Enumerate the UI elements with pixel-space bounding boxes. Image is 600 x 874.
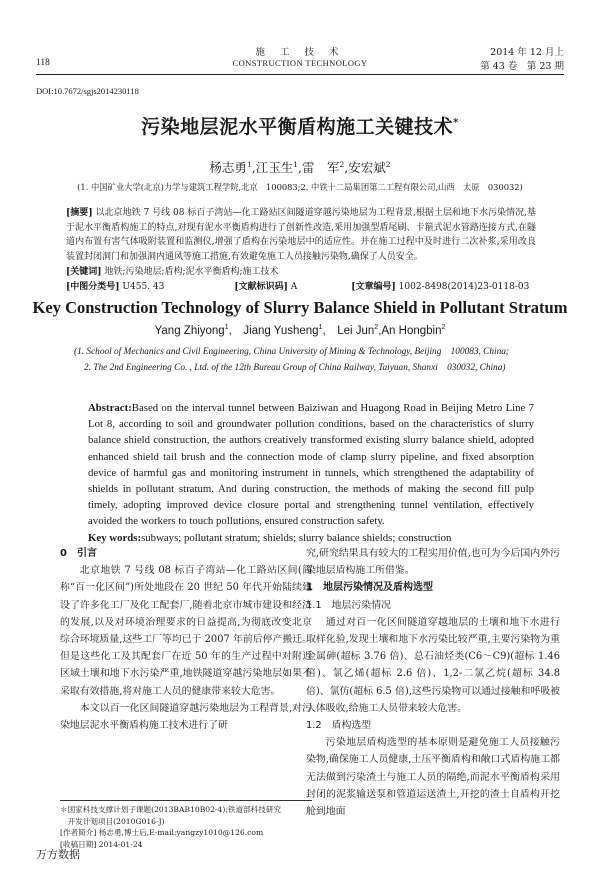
keywords-en	[88, 530, 534, 546]
author-sup: 1	[246, 159, 252, 169]
body-column-left	[60, 545, 312, 734]
section-heading: 1 地层污染情况及盾构选型	[306, 582, 433, 594]
author-cn: 江玉生	[255, 160, 294, 175]
body-column-right	[306, 545, 560, 820]
article-no-label: [文章编号]	[351, 281, 396, 292]
body-paragraph: 污染地层盾构选型的基本原则是避免施工人员接触污染物,确保施工人员健康,土压平衡盾构和敞口式盾构施工都无法做到污染渣土与施工人员的隔绝,而泥水平衡盾构采用封闭的泥浆输送泵和管道运送渣土,开挖的渣土自盾构开挖舱到地面	[306, 737, 560, 818]
footnote-line: ＊国家科技支撑计划子课题(2013BAB10B02-4);铁道部科技研究	[60, 805, 282, 814]
class-value: U455. 43	[122, 281, 165, 292]
author-en: An Hongbin	[381, 325, 442, 337]
keywords-en-label: Key words:	[88, 531, 142, 544]
title-cn	[0, 112, 600, 139]
affiliation-en-line: 2. The 2nd Engineering Co. , Ltd. of the 12th Bureau Group of China Railway, Taiyuan, Shanxi 030032, China)	[84, 362, 506, 373]
page-number: 118	[36, 58, 50, 68]
author-en: Lei Jun	[337, 325, 375, 337]
doc-code-value: A	[290, 281, 298, 292]
author-en: Yang Zhiyong	[154, 325, 225, 337]
keywords-cn-label: [关键词]	[66, 267, 102, 278]
author-sup: 1	[293, 159, 298, 169]
footnote-line: 开发计划项目(2010G016-J)	[60, 816, 165, 826]
abstract-en	[88, 400, 534, 546]
watermark-brand: 万方数据	[36, 848, 80, 861]
authors-en: Yang Zhiyong$^1$, Jiang Yusheng$^1$, Lei Jun$^2$,An Hongbin$^2$	[154, 324, 446, 337]
section-heading: 0 引言	[60, 548, 97, 559]
author-cn: 雷 军	[301, 160, 340, 175]
title-footnote-mark: *	[453, 117, 459, 129]
author-sup: 2	[374, 324, 379, 332]
author-en: Jiang Yusheng	[243, 325, 319, 337]
journal-title-en: CONSTRUCTION TECHNOLOGY	[232, 58, 368, 68]
keywords-cn	[66, 265, 536, 280]
article-no-value: 1002-8498(2014)23-0118-03	[398, 281, 530, 292]
volume-issue: 第 43 卷 第 23 期	[480, 61, 564, 72]
abstract-cn-text: 以北京地铁 7 号线 08 标百子湾站—化工路站区间隧道穿越污染地层为工程背景,根据土层和地下水污染情况,基于泥水平衡盾构施工的特点,对现有泥水平衡盾构进行了创新性改造,采用加强型盾尾刷、卡箍式泥水管路连接方式,在隧道内布置有害气体吸附装置和监测仪,增强了盾构在污染地层中的适应性。并在施工过程中及时进行二次补浆,采用改良装置封闭洞门和加强洞内通风等施工措施,有效避免施工人员接触污染物,确保了人员安全。	[66, 208, 536, 262]
body-paragraph: 北京地铁 7 号线 08 标百子湾站—化工路站区间(简称“百一化区间”)所处地段在 20 世纪 50 年代开始陆续建设了许多化工厂及化工配套厂,随着北京市城市建设和经济的发展,以及对环境治理要求的日益提高,为彻底改变北京综合环境质量,这些工厂等均已于 2007 年前后停产搬迁。但是这些化工及其配套厂在近 50 年的生产过程中对附近区域土壤和地下水污染严重,地铁隧道穿越污染地层如果不采取有效措施,将对施工人员的健康带来较大危害。	[60, 565, 312, 697]
abstract-en-text: Based on the interval tunnel between Baiziwan and Huagong Road in Beijing Metro Line 7 Lot 8, according to soil and groundwater pollution conditions, based on the characteristics of slurry balance shield construction, the authors creatively transformed existing slurry balance shield, adopted enhanced shield tail brush and the connection mode of clamp slurry pipeline, and fixed absorption device of harmful gas and monitoring instrument in tunnels, which strengthened the adaptability of shields in pollutant stratum. And during construction, the methods of making the second fill pulp timely, adopting improved device closure portal and strengthening tunnel ventilation, effectively avoided the workers to touch pollutions, ensured construction safety.	[88, 402, 534, 528]
author-sup: 1	[224, 324, 229, 332]
author-cn: 安宏斌	[348, 160, 386, 175]
author-sup: 2	[339, 159, 345, 169]
author-cn: 杨志勇	[209, 160, 247, 175]
doi: DOI:10.7672/sgjs2014230118	[36, 86, 139, 96]
footnote-line: [收稿日期] 2014-01-24	[60, 839, 143, 849]
footnote-line: [作者简介] 杨志勇,博士后,E-mail:yangzy1010@126.com	[60, 828, 264, 837]
doc-code-label: [文献标识码]	[234, 281, 288, 292]
footnotes	[60, 800, 312, 850]
issue-date: 2014 年 12 月上	[490, 47, 564, 58]
abstract-en-para	[88, 400, 534, 530]
classification-row	[66, 280, 536, 295]
abstract-en-label: Abstract:	[88, 402, 132, 414]
journal-title-cn: 施 工 技 术	[255, 47, 345, 58]
keywords-en-text: subways; pollutant stratum; shields; slurry balance shields; construction	[141, 531, 452, 544]
body-paragraph: 通过对百一化区间隧道穿越地层的土壤和地下水进行取样化验,发现土壤和地下水污染比较严重,主要污染物为重金属砷(超标 3.76 倍)、总石油烃类(C6～C9)(超标 1.46 倍)、氯乙烯(超标 2.6 倍)、1,2-二氯乙烷(超标 34.8 倍)、氯仿(超标 6.5 倍),这些污染物可以通过接触和呼吸被人体吸收,给施工人员带来较大危害。	[306, 616, 560, 714]
author-sup: 1	[318, 324, 323, 332]
running-header	[36, 44, 564, 75]
subsection-heading: 1.1 地层污染情况	[306, 599, 391, 611]
affiliation-en	[74, 345, 536, 376]
title-en: Key Construction Technology of Slurry Balance Shield in Pollutant Stratum	[32, 298, 568, 317]
authors-cn: 杨志勇$^1$,江玉生$^1$,雷 军$^2$,安宏斌$^2$	[209, 159, 391, 175]
class-label: [中图分类号]	[66, 281, 120, 292]
body-paragraph: 究,研究结果具有较大的工程实用价值,也可为今后国内外污染地层盾构施工所借鉴。	[306, 548, 560, 577]
subsection-heading: 1.2 盾构选型	[306, 720, 372, 732]
author-sup: 2	[385, 159, 391, 169]
keywords-cn-text: 地铁;污染地层;盾构;泥水平衡盾构;施工技术	[104, 267, 279, 278]
author-sup: 2	[441, 324, 446, 332]
affiliation-cn: (1. 中国矿业大学(北京)力学与建筑工程学院,北京 100083;2. 中铁十二局集团第二工程有限公司,山西 太原 030032)	[77, 182, 523, 192]
affiliation-en-line: (1. School of Mechanics and Civil Engineering, China University of Mining & Technology, Beijing 100083, China;	[74, 347, 510, 357]
title-cn-text: 污染地层泥水平衡盾构施工关键技术	[141, 116, 454, 138]
abstract-cn-label: [摘要]	[66, 208, 93, 218]
abstract-cn-para	[66, 206, 536, 264]
body-paragraph: 本文以百一化区间隧道穿越污染地层为工程背景,对污染地层泥水平衡盾构施工技术进行了研	[60, 702, 312, 732]
abstract-cn	[66, 206, 536, 295]
